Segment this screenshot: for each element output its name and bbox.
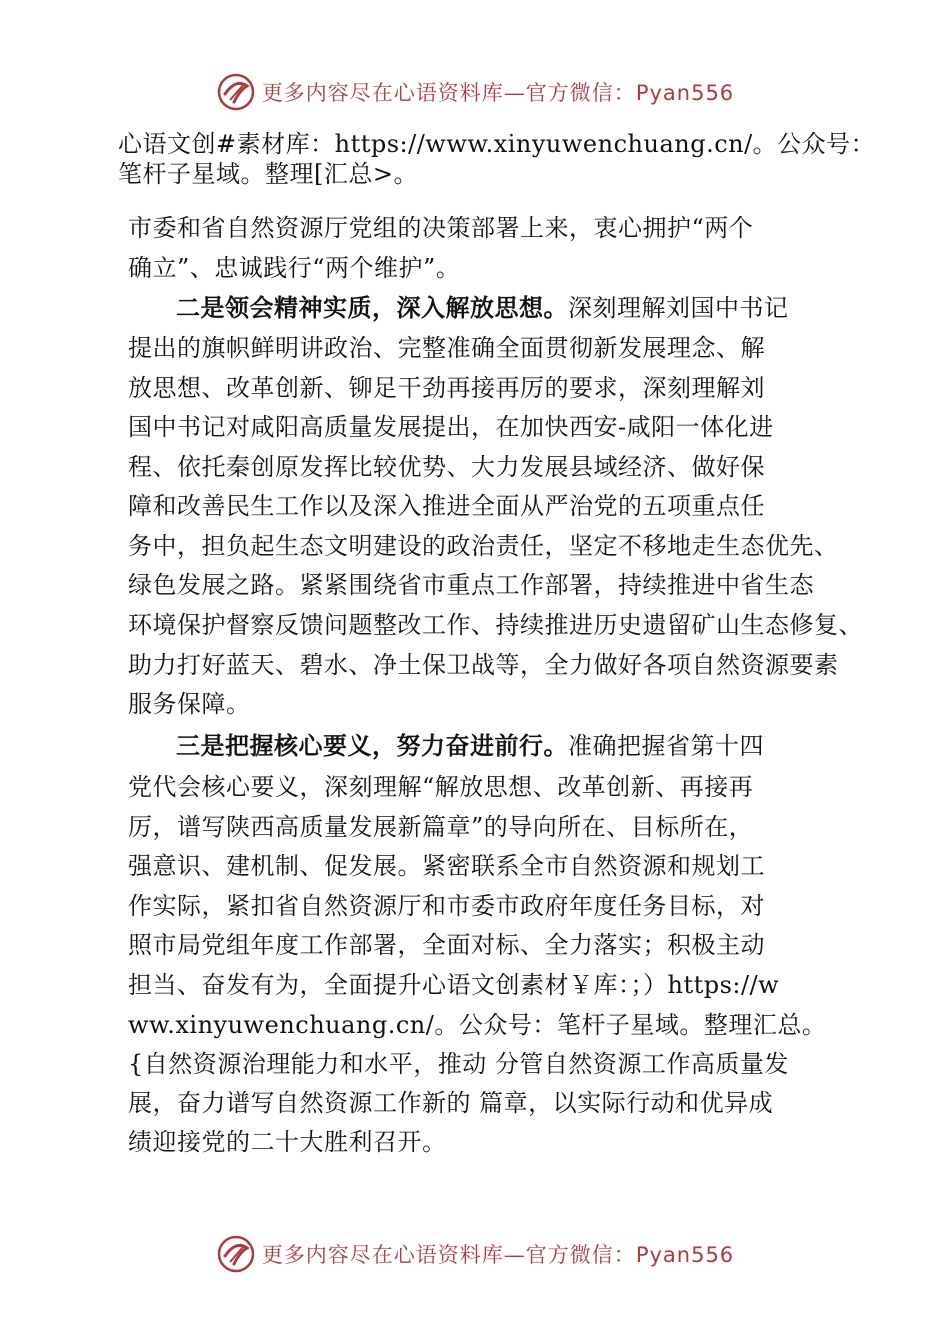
body-line-15: 党代会核心要义，深刻理解“解放思想、改革创新、再接再 bbox=[128, 773, 754, 801]
body-line-11: 环境保护督察反馈问题整改工作、持续推进历史遗留矿山生态修复、 bbox=[128, 611, 863, 639]
wechat-id: Pyan556 bbox=[635, 81, 735, 105]
body-line-12: 助力打好蓝天、碧水、净土保卫战等，全力做好各项自然资源要素 bbox=[128, 651, 839, 679]
paragraph-2-heading: 二是领会精神实质，深入解放思想。 bbox=[176, 294, 568, 322]
body-line-22: {自然资源治理能力和水平，推动 分管自然资源工作高质量发 bbox=[128, 1050, 789, 1078]
body-line-23: 展，奋力谱写自然资源工作新的 篇章，以实际行动和优异成 bbox=[128, 1089, 774, 1117]
paragraph-3-first-line: 三是把握核心要义，努力奋进前行。准确把握省第十四 bbox=[176, 732, 764, 760]
body-line-10: 绿色发展之路。紧紧围绕省市重点工作部署，持续推进中省生态 bbox=[128, 571, 814, 599]
body-line-4: 提出的旗帜鲜明讲政治、完整准确全面贯彻新发展理念、解 bbox=[128, 334, 765, 362]
body-line-6: 国中书记对咸阳高质量发展提出，在加快西安-咸阳一体化进 bbox=[128, 413, 774, 441]
body-line-19: 照市局党组年度工作部署，全面对标、全力落实；积极主动 bbox=[128, 931, 765, 959]
body-line-18: 作实际，紧扣省自然资源厅和市委市政府年度任务目标，对 bbox=[128, 892, 765, 920]
body-line-7: 程、依托秦创原发挥比较优势、大力发展县域经济、做好保 bbox=[128, 453, 765, 481]
body-line-20: 担当、奋发有为，全面提升心语文创素材￥库：；）https://w bbox=[128, 971, 780, 999]
paragraph-2-first-line: 二是领会精神实质，深入解放思想。深刻理解刘国中书记 bbox=[176, 294, 789, 322]
body-line-24: 绩迎接党的二十大胜利召开。 bbox=[128, 1128, 447, 1156]
top-watermark-banner bbox=[0, 70, 950, 114]
body-line-8: 障和改善民生工作以及深入推进全面从严治党的五项重点任 bbox=[128, 492, 765, 520]
banner-text: 更多内容尽在心语资料库—官方微信：Pyan556 bbox=[261, 1243, 735, 1267]
brand-logo-icon bbox=[216, 72, 256, 112]
bottom-watermark-banner bbox=[0, 1232, 950, 1276]
body-line-9: 务中，担负起生态文明建设的政治责任，坚定不移地走生态优先、 bbox=[128, 532, 839, 560]
wechat-id: Pyan556 bbox=[635, 1243, 735, 1267]
body-line-1: 市委和省自然资源厅党组的决策部署上来，衷心拥护“两个 bbox=[128, 214, 754, 242]
body-line-21: ww.xinyuwenchuang.cn/。公众号：笔杆子星域。整理汇总。 bbox=[128, 1011, 827, 1039]
body-line-2: 确立”、忠诚践行“两个维护”。 bbox=[128, 254, 461, 282]
paragraph-3-heading: 三是把握核心要义，努力奋进前行。 bbox=[176, 732, 568, 760]
body-line-13: 服务保障。 bbox=[128, 690, 251, 718]
header-line-2: 笔杆子星域。整理[汇总>。 bbox=[118, 160, 418, 188]
header-line-1: 心语文创#素材库：https://www.xinyuwenchuang.cn/。公众号： bbox=[118, 130, 876, 158]
banner-text: 更多内容尽在心语资料库—官方微信：Pyan556 bbox=[261, 81, 735, 105]
body-line-5: 放思想、改革创新、铆足干劲再接再厉的要求，深刻理解刘 bbox=[128, 374, 765, 402]
body-line-17: 强意识、建机制、促发展。紧密联系全市自然资源和规划工 bbox=[128, 852, 765, 880]
body-line-16: 厉，谱写陕西高质量发展新篇章”的导向所在、目标所在， bbox=[128, 813, 754, 841]
brand-logo-icon bbox=[216, 1234, 256, 1274]
